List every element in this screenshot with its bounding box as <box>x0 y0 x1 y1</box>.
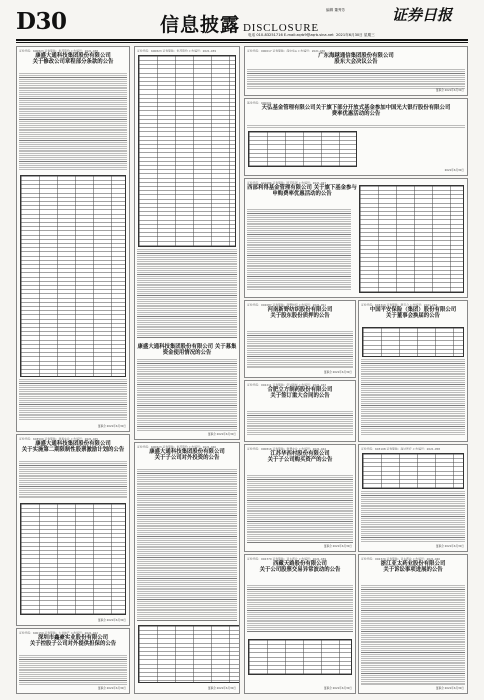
column-1 <box>16 46 130 692</box>
announcement-block <box>134 442 240 694</box>
stock-code-line: 基金代码：000001 <box>247 100 272 104</box>
data-table <box>20 175 126 377</box>
signature: 董事会 2021年6月30日 <box>324 371 352 374</box>
data-table <box>138 625 240 683</box>
announcement-body <box>19 379 127 421</box>
announcement-title: 西部利得基金管理有限公司 关于旗下基金参与申购费率优惠活动的公告 <box>247 185 357 198</box>
announcement-title: 康盛大通科技集团股份有限公司 关于募集资金使用情况的公告 <box>137 344 237 357</box>
announcement-block <box>16 46 130 432</box>
signature: 董事会 2021年6月30日 <box>208 687 236 690</box>
stock-code-line: 证券代码：600823 证券简称：世茂股份 公告编号：2021-039 <box>137 48 217 52</box>
stock-code-line: 证券代码：600823 证券简称：世茂股份 公告编号：2021-038 <box>19 48 99 52</box>
masthead <box>0 0 484 40</box>
announcement-body <box>247 69 465 89</box>
announcement-block <box>244 380 356 442</box>
announcement-body <box>137 469 237 621</box>
announcement-body <box>361 585 465 685</box>
announcement-title: 江苏华西村股份有限公司 关于子公司购买资产的公告 <box>267 451 333 464</box>
announcement-body <box>19 73 127 171</box>
column-2 <box>134 46 240 692</box>
data-table <box>248 131 357 167</box>
announcement-block <box>16 628 130 694</box>
announcement-body <box>247 475 353 543</box>
contact-date-line <box>248 33 375 37</box>
announcement-body <box>19 461 127 499</box>
announcement-block <box>134 46 240 440</box>
newspaper-logo: 证券日报 <box>392 6 453 24</box>
announcement-block <box>244 98 468 176</box>
stock-code-line: 证券代码：002087 证券简称：新野纺织 公告编号：2021-051 <box>247 302 327 306</box>
announcement-body <box>247 585 353 633</box>
data-table <box>359 185 464 293</box>
announcement-block <box>244 300 356 378</box>
announcement-body <box>247 331 353 369</box>
signature: 董事会 2021年6月30日 <box>436 89 464 92</box>
stock-code-line: 证券代码：600159 证券简称：大龙地产 公告编号：2021-022 <box>19 630 99 634</box>
announcement-body <box>247 411 353 435</box>
column-3 <box>244 46 468 692</box>
signature: 董事会 2021年6月30日 <box>436 687 464 690</box>
date-line: 2021年6月30日 星期三 <box>335 33 375 37</box>
announcement-body <box>361 491 465 543</box>
announcement-title: 河南新野纺织股份有限公司 关于股东股份质押的公告 <box>267 307 333 320</box>
stock-code-line: 证券代码：002211 证券简称：宏达新材 公告编号：2021-033 <box>247 382 327 386</box>
announcement-title: 广东海越通信集团股份有限公司 股东大会决议公告 <box>318 53 394 66</box>
announcement-body <box>19 655 127 685</box>
stock-code-line: 证券代码：002370 证券简称：亚太药业 公告编号：2021-040 <box>361 556 441 560</box>
announcement-title: 深圳市鑫豪实业股份有限公司 关于控股子公司对外提供担保的公告 <box>29 635 117 648</box>
masthead-rule-thin <box>16 42 468 43</box>
announcement-title: 浙江亚太药业股份有限公司 关于诉讼事项进展的公告 <box>380 561 446 574</box>
stock-code-line: 证券代码：601086 证券简称：国芳集团 公告编号：2021-027 <box>247 180 327 184</box>
announcement-block <box>244 444 356 552</box>
announcement-block <box>358 300 468 442</box>
announcement-title: 康盛大通科技集团股份有限公司 关于实施第二期限制性股票激励计划的公告 <box>21 441 125 454</box>
announcement-block <box>244 554 356 694</box>
announcement-body <box>247 209 351 291</box>
stock-code-line: 证券代码：600823 证券简称：世茂股份 公告编号：2021-040 <box>137 444 217 448</box>
signature: 董事会 2021年6月30日 <box>98 687 126 690</box>
data-table <box>20 503 126 615</box>
data-table <box>248 639 352 675</box>
announcement-title: 康盛大通科技集团股份有限公司 关于修改公司章程部分条款的公告 <box>32 53 114 66</box>
announcement-title: 中国平安保险（集团）股份有限公司 关于董事会换届的公告 <box>369 307 457 320</box>
stock-code-line: 证券代码：002370 证券简称：亚太药业 公告编号：2021-039 <box>247 556 327 560</box>
stock-code-line: 证券代码：000816 证券简称：智慧农业 公告编号：2021-044 <box>247 446 327 450</box>
page-number: D30 <box>16 8 67 35</box>
announcement-block <box>244 46 468 96</box>
contact-line: 电话 010-83251716 E-mail:zqrb9@zqrb.sina.net <box>248 33 334 37</box>
signature: 董事会 2021年6月30日 <box>324 687 352 690</box>
announcement-block <box>244 178 468 298</box>
stock-code-line: 证券代码：603108 证券简称：润达医疗 公告编号：2021-058 <box>361 446 441 450</box>
announcement-body <box>137 359 237 431</box>
data-table <box>138 55 236 247</box>
editor-line: 编辑 董秀芳 <box>326 8 346 12</box>
masthead-rule <box>16 39 468 41</box>
announcement-body <box>247 125 465 129</box>
signature: 董事会 2021年6月30日 <box>98 619 126 622</box>
data-table <box>362 453 464 489</box>
stock-code-line: 证券代码：000017 证券简称：深中华A 公告编号：2021-030 <box>247 48 326 52</box>
announcement-title: 康盛大通科技集团股份有限公司 关于子公司对外投资的公告 <box>149 449 225 462</box>
signature: 董事会 2021年6月30日 <box>98 425 126 428</box>
signature: 董事会 2021年6月30日 <box>208 433 236 436</box>
section-title-en: DISCLOSURE <box>243 22 319 34</box>
announcement-block <box>16 434 130 626</box>
announcement-body <box>137 249 237 339</box>
signature: 董事会 2021年6月30日 <box>436 545 464 548</box>
signature: 董事会 2021年6月30日 <box>324 545 352 548</box>
announcement-title: 合肥立方制药股份有限公司 关于签订重大合同的公告 <box>267 387 333 400</box>
announcement-title: 天弘基金管理有限公司关于旗下部分开放式基金参加中国光大银行股份有限公司 费率优惠活动的公告 <box>261 105 451 118</box>
data-table <box>362 327 464 357</box>
announcement-body <box>361 359 465 435</box>
stock-code-line: 证券代码：603313 证券简称：梦百合 公告编号：2021-064 <box>361 302 438 306</box>
announcement-block <box>358 554 468 694</box>
announcement-block <box>358 444 468 552</box>
signature: 2021年6月30日 <box>444 169 464 172</box>
stock-code-line: 证券代码：603500 证券简称：祥和实业 公告编号：2021-045 <box>19 436 99 440</box>
announcement-title: 西藏天路股份有限公司 关于公司股票交易异常波动的公告 <box>259 561 341 574</box>
section-title-cn: 信息披露 <box>160 14 241 36</box>
